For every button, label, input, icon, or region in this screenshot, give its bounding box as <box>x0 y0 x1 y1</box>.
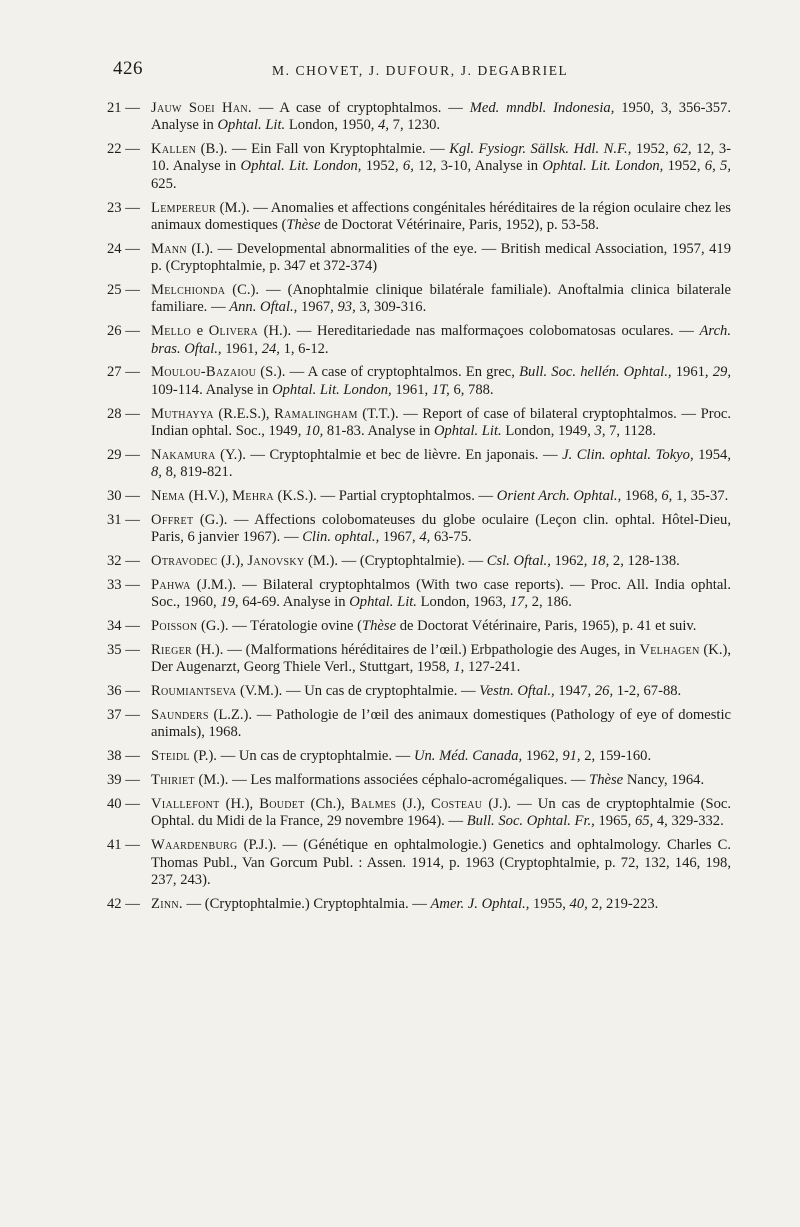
reference-segment: 4, 329-332. <box>653 813 724 830</box>
journal-title: Thèse <box>589 772 624 789</box>
reference-text <box>151 707 731 742</box>
author-name: Velhagen <box>639 642 700 659</box>
reference-number: 28 — <box>107 405 140 422</box>
journal-title: Thèse <box>362 618 397 635</box>
reference-segment: (C.). — (Anophtalmie clinique bilatérale familiale). Anoftalmia clinica bilaterale familiare. — <box>151 282 731 316</box>
reference-entry <box>107 683 731 700</box>
reference-text <box>151 323 731 358</box>
reference-segment: de Doctorat Vétérinaire, Paris, 1965), p. 41 et suiv. <box>396 618 697 635</box>
reference-segment: (T.T.). — Report of case of bilateral cryptophtalmos. — Proc. Indian ophtal. Soc., 1949, <box>151 405 731 439</box>
reference-segment: 12, 3-10, Analyse in <box>413 158 543 175</box>
reference-segment: 1954, <box>693 446 731 463</box>
author-name: Waardenburg <box>151 837 238 854</box>
reference-segment: (J.), <box>217 553 248 570</box>
author-name: Mann <box>151 240 187 257</box>
reference-entry <box>107 241 731 276</box>
journal-title: 19, <box>220 594 239 611</box>
reference-text <box>151 406 731 441</box>
reference-text <box>151 512 731 547</box>
reference-segment: 1961, <box>221 340 262 357</box>
reference-entry <box>107 512 731 547</box>
reference-segment: 127-241. <box>464 659 521 676</box>
journal-title: Clin. ophtal., <box>302 529 380 546</box>
reference-text <box>151 141 731 193</box>
author-name: Kallen <box>151 141 197 158</box>
reference-segment: (K.S.). — Partial cryptophtalmos. — <box>273 487 497 504</box>
author-name: Lempereur <box>151 199 216 216</box>
reference-number: 31 — <box>107 511 140 528</box>
reference-segment: 63-75. <box>430 529 472 546</box>
reference-text <box>151 553 731 570</box>
running-head: M. CHOVET, J. DUFOUR, J. DEGABRIEL <box>272 63 569 78</box>
reference-entry <box>107 488 731 505</box>
reference-segment: 1952, <box>361 158 403 175</box>
reference-entry <box>107 642 731 677</box>
reference-segment: (V.M.). — Un cas de cryptophtalmie. — <box>236 683 480 700</box>
reference-segment: 1952, <box>631 141 674 158</box>
reference-text <box>151 200 731 235</box>
author-name: Balmes <box>350 796 397 813</box>
reference-segment: (K.), Der Augenarzt, Georg Thiele Verl., Stuttgart, 1958, <box>151 642 731 676</box>
reference-segment: (M.). — Les malformations associées céphalo-acromégaliques. — <box>194 772 590 789</box>
reference-number: 38 — <box>107 748 140 765</box>
reference-entry <box>107 141 731 193</box>
author-name: Olivera <box>208 323 259 340</box>
journal-title: 1, <box>453 659 465 676</box>
journal-title: 6, <box>402 158 414 175</box>
reference-segment: 1952, <box>663 158 705 175</box>
reference-segment: 1-2, 67-88. <box>613 683 682 700</box>
author-name: Otravodec <box>151 553 218 570</box>
journal-title: Vestn. Oftal., <box>479 683 555 700</box>
reference-segment: (J.M.). — Bilateral cryptophtalmos (With two case reports). — Proc. All. India ophtal. Soc., 1960, <box>151 576 731 611</box>
reference-segment: (S.). — A case of cryptophtalmos. En grec, <box>256 364 520 381</box>
reference-segment: 7, 1230. <box>389 117 441 134</box>
reference-segment: 2, 186. <box>528 594 572 611</box>
journal-title: 3, <box>594 422 606 439</box>
journal-title: 65, <box>634 813 654 830</box>
reference-number: 26 — <box>107 323 140 340</box>
reference-segment: 81-83. Analyse in <box>323 422 434 439</box>
reference-segment: (B.). — Ein Fall von Kryptophtalmie. — <box>196 141 450 158</box>
reference-entry <box>107 364 731 399</box>
journal-title: Thèse <box>286 216 321 233</box>
reference-segment: (H.). — (Malformations héréditaires de l’œil.) Erbpathologie des Auges, in <box>191 642 640 659</box>
reference-number: 39 — <box>107 772 140 789</box>
journal-title: Un. Méd. Canada, <box>413 748 523 765</box>
journal-title: Ophtal. Lit. London, <box>542 158 664 175</box>
reference-segment: — A case of cryptophtalmos. — <box>251 100 470 116</box>
journal-title: Ophtal. Lit. London, <box>272 381 392 398</box>
author-name: Jauw Soei Han. <box>151 100 252 116</box>
reference-segment: 6, 788. <box>449 381 494 398</box>
reference-segment: (P.). — Un cas de cryptophtalmie. — <box>189 748 414 765</box>
author-name: Muthayya <box>151 405 214 422</box>
reference-number: 29 — <box>107 446 140 463</box>
reference-segment: 8, 819-821. <box>161 464 233 481</box>
reference-segment: 1967, <box>379 529 420 546</box>
author-name: Mehra <box>232 487 274 504</box>
reference-segment: 3, 309-316. <box>355 299 427 316</box>
reference-entry <box>107 618 731 635</box>
journal-title: J. Clin. ophtal. Tokyo, <box>562 446 694 463</box>
reference-text <box>151 241 731 276</box>
reference-number: 27 — <box>107 364 140 381</box>
reference-segment: 1967, <box>297 299 338 316</box>
reference-text <box>151 748 731 765</box>
page-header <box>0 58 800 88</box>
author-name: Poisson <box>151 618 198 635</box>
journal-title: 6, <box>661 487 673 504</box>
reference-text <box>151 447 731 482</box>
reference-segment: 1965, <box>594 813 635 830</box>
author-name: Steidl <box>151 748 190 765</box>
reference-entry <box>107 896 731 913</box>
journal-title: Ophtal. Lit. <box>217 117 286 134</box>
reference-segment: e <box>191 323 209 340</box>
author-name: Janovsky <box>247 553 305 570</box>
author-name: Nema <box>151 487 185 504</box>
reference-text <box>151 896 731 913</box>
journal-title: Ophtal. Lit. London, <box>240 158 362 175</box>
author-name: Rieger <box>151 642 192 659</box>
reference-entry <box>107 200 731 235</box>
reference-segment: (H.). — Hereditariedade nas malformaçoes colobomatosas oculares. — <box>258 323 700 340</box>
journal-title: Arch. bras. Oftal., <box>151 323 731 357</box>
reference-text <box>151 364 731 399</box>
journal-title: Kgl. Fysiogr. Sällsk. Hdl. N.F., <box>449 141 632 158</box>
author-name: Melchionda <box>151 282 226 299</box>
reference-entry <box>107 577 731 612</box>
author-name: Viallefont <box>151 796 220 813</box>
journal-title: Med. mndbl. Indonesia, <box>469 100 615 116</box>
reference-number: 32 — <box>107 553 140 570</box>
journal-title: 40, <box>569 895 588 912</box>
reference-entry <box>107 748 731 765</box>
reference-segment: 1, 35-37. <box>672 487 729 504</box>
reference-segment: Nancy, 1964. <box>623 772 705 789</box>
reference-segment: (P.J.). — (Génétique en ophtalmologie.) Genetics and ophtalmology. Charles C. Thomas Publ., Van Gorcum Publ. : Assen. 1914, p. 1963 (Cryptophtalmie, p. 72, 132, 146, 198, 237, 243). <box>151 837 731 888</box>
reference-text <box>151 683 731 700</box>
reference-segment: de Doctorat Vétérinaire, Paris, 1952), p. 53-58. <box>320 216 599 233</box>
reference-segment: (Y.). — Cryptophtalmie et bec de lièvre. En japonais. — <box>215 446 563 463</box>
reference-entry <box>107 772 731 789</box>
reference-number: 22 — <box>107 141 140 158</box>
reference-segment: (H.V.), <box>184 487 233 504</box>
reference-segment: — (Cryptophtalmie.) Cryptophtalmia. — <box>182 895 431 912</box>
reference-segment: 64-69. Analyse in <box>238 594 350 611</box>
author-name: Mello <box>151 323 192 340</box>
reference-number: 23 — <box>107 199 140 216</box>
journal-title: Ophtal. Lit. <box>349 594 417 611</box>
reference-text <box>151 772 731 789</box>
journal-title: 18, <box>591 553 610 570</box>
reference-segment: 2, 159-160. <box>580 748 652 765</box>
page-number: 426 <box>113 58 143 79</box>
reference-entry <box>107 100 731 135</box>
reference-segment: 1955, <box>529 895 570 912</box>
author-name: Nakamura <box>151 446 216 463</box>
journal-title: Bull. Soc. Ophtal. Fr., <box>466 813 595 830</box>
reference-segment: (M.). — (Cryptophtalmie). — <box>304 553 487 570</box>
author-name: Moulou-Bazaiou <box>151 364 257 381</box>
reference-number: 30 — <box>107 487 140 504</box>
journal-title: 4, <box>419 529 431 546</box>
reference-segment: (H.), <box>219 796 260 813</box>
reference-segment: (R.E.S.), <box>213 405 275 422</box>
reference-text <box>151 100 731 135</box>
author-name: Zinn. <box>151 895 183 912</box>
journal-title: 4, <box>378 117 389 134</box>
reference-segment: 109-114. Analyse in <box>151 381 273 398</box>
reference-segment: 1968, <box>621 487 662 504</box>
reference-segment: (I.). — Developmental abnormalities of the eye. — British medical Association, 1957, 419 p. (Cryptophtalmie, p. 347 et 372-374) <box>151 240 731 275</box>
journal-title: Ann. Oftal., <box>229 299 298 316</box>
reference-segment: 1962, <box>550 553 591 570</box>
reference-text <box>151 488 731 505</box>
reference-list <box>107 100 731 920</box>
reference-segment: London, 1963, <box>416 594 510 611</box>
reference-segment: 625. <box>151 175 177 192</box>
reference-number: 36 — <box>107 683 140 700</box>
reference-segment: 1950, 3, 356-357. Analyse in <box>151 100 731 134</box>
journal-title: 17, <box>509 594 529 611</box>
reference-text <box>151 282 731 317</box>
reference-segment: 1947, <box>554 683 595 700</box>
journal-title: Bull. Soc. hellén. Ophtal., <box>519 364 672 381</box>
reference-segment: (G.). — Tératologie ovine ( <box>197 618 363 635</box>
reference-number: 33 — <box>107 576 140 593</box>
reference-entry <box>107 553 731 570</box>
author-name: Boudet <box>259 796 305 813</box>
reference-segment: 1961, <box>391 381 432 398</box>
reference-segment: 1962, <box>522 748 563 765</box>
reference-segment: London, 1950, <box>285 117 379 134</box>
journal-title: 6, <box>704 158 716 175</box>
reference-segment: (J.), <box>396 796 432 813</box>
reference-number: 21 — <box>107 100 140 116</box>
journal-title: 26, <box>594 683 614 700</box>
reference-segment: 12, 3-10. Analyse in <box>151 141 732 175</box>
journal-title: 93, <box>337 299 356 316</box>
reference-number: 40 — <box>107 796 140 813</box>
journal-title: Ophtal. Lit. <box>433 422 502 439</box>
journal-title: Amer. J. Ophtal., <box>430 895 530 912</box>
reference-segment: (G.). — Affections colobomateuses du globe oculaire (Leçon clin. ophtal. Hôtel-Dieu, Paris, 6 janvier 1967). — <box>151 511 731 546</box>
journal-title: 29, <box>712 364 731 381</box>
reference-entry <box>107 796 731 831</box>
author-name: Costeau <box>431 796 483 813</box>
journal-title: Orient Arch. Ophtal., <box>496 487 622 504</box>
reference-text <box>151 618 731 635</box>
author-name: Offret <box>151 511 194 528</box>
journal-title: 5, <box>720 158 731 175</box>
reference-segment: (M.). — Anomalies et affections congénitales héréditaires de la région oculaire chez les animaux domestiques ( <box>151 199 731 233</box>
reference-segment: 2, 219-223. <box>587 895 659 912</box>
journal-title: 62, <box>673 141 692 158</box>
reference-segment: (L.Z.). — Pathologie de l’œil des animaux domestiques (Pathology of eye of domestic animals), 1968. <box>151 707 731 741</box>
reference-number: 35 — <box>107 642 140 659</box>
journal-title: 1T, <box>431 381 450 398</box>
author-name: Thiriet <box>151 772 195 789</box>
reference-text <box>151 577 731 612</box>
reference-text <box>151 796 731 831</box>
reference-segment: (Ch.), <box>304 796 351 813</box>
author-name: Roumiantseva <box>151 683 237 700</box>
reference-segment: 2, 128-138. <box>609 553 680 570</box>
reference-text <box>151 837 731 889</box>
reference-segment: 1, 6-12. <box>279 340 329 357</box>
reference-entry <box>107 323 731 358</box>
reference-number: 42 — <box>107 895 140 912</box>
author-name: Ramalingham <box>274 405 358 422</box>
reference-entry <box>107 406 731 441</box>
reference-number: 34 — <box>107 618 140 635</box>
reference-entry <box>107 707 731 742</box>
reference-segment: (J.). — Un cas de cryptophtalmie (Soc. Ophtal. du Midi de la France, 29 novembre 1964). — <box>151 796 731 830</box>
journal-title: 91, <box>562 748 581 765</box>
reference-segment: London, 1949, <box>501 422 595 439</box>
reference-number: 24 — <box>107 240 140 257</box>
reference-number: 25 — <box>107 282 140 299</box>
reference-segment: 7, 1128. <box>605 422 657 439</box>
journal-title: 10, <box>305 422 324 439</box>
reference-number: 41 — <box>107 837 140 854</box>
reference-segment: 1961, <box>671 364 713 381</box>
author-name: Pahwa <box>151 576 191 593</box>
journal-title: Csl. Oftal., <box>486 553 551 570</box>
author-name: Saunders <box>151 707 209 724</box>
reference-text <box>151 642 731 677</box>
reference-entry <box>107 837 731 889</box>
reference-number: 37 — <box>107 707 140 724</box>
journal-title: 8, <box>151 464 162 481</box>
journal-title: 24, <box>261 340 280 357</box>
reference-entry <box>107 282 731 317</box>
reference-entry <box>107 447 731 482</box>
